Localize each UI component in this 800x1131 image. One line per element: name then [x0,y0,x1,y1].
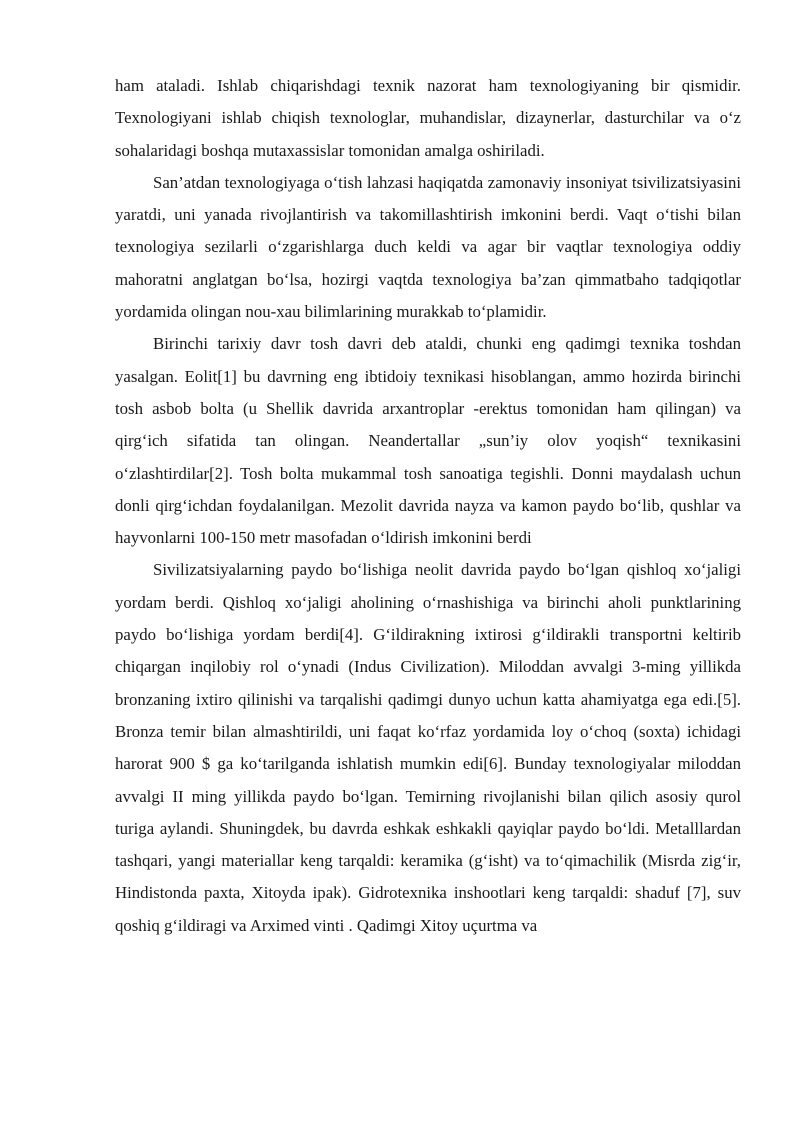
paragraph-2: San’atdan texnologiyaga o‘tish lahzasi haqiqatda zamonaviy insoniyat tsivilizatsiyasini yaratdi, uni yanada rivojlantirish va takomillashtirish imkonini berdi. Vaqt o‘tishi bilan texnologiya sezilarli o‘zgarishlarga duch keldi va agar bir vaqtlar texnologiya oddiy mahoratni anglatgan bo‘lsa, hozirgi vaqtda texnologiya ba’zan qimmatbaho tadqiqotlar yordamida olingan nou-xau bilimlarining murakkab to‘plamidir. [115,172,741,322]
paragraph-4: Sivilizatsiyalarning paydo bo‘lishiga neolit davrida paydo bo‘lgan qishloq xo‘jaligi yordam berdi. Qishloq xo‘jaligi aholining o‘rnashishiga va birinchi aholi punktlarining paydo bo‘lishiga yordam berdi[4]. G‘ildirakning ixtirosi g‘ildirakli transportni keltirib chiqargan inqilobiy rol o‘ynadi (Indus Civilization). Miloddan avvalgi 3-ming yillikda bronzaning ixtiro qilinishi va tarqalishi qadimgi dunyo uchun katta ahamiyatga ega edi.[5]. Bronza temir bilan almashtirildi, uni faqat ko‘rfaz yordamida loy o‘choq (soxta) ichidagi harorat 900 $ ga ko‘tarilganda ishlatish mumkin edi[6]. Bunday texnologiyalar miloddan avvalgi II ming yillikda paydo bo‘lgan. Temirning rivojlanishi bilan qilich asosiy qurol turiga aylandi. Shuningdek, bu davrda eshkak eshkakli qayiqlar paydo bo‘ldi. Metalllardan tashqari, yangi materiallar keng tarqaldi: keramika (g‘isht) va to‘qimachilik (Misrda zig‘ir, Hindistonda paxta, Xitoyda ipak). Gidrotexnika inshootlari keng tarqaldi: shaduf [7], suv qoshiq g‘ildiragi va Arximed vinti . Qadimgi Xitoy uçurtma va [115,560,741,935]
paragraph-3: Birinchi tarixiy davr tosh davri deb ataldi, chunki eng qadimgi texnika toshdan yasalgan. Eolit[1] bu davrning eng ibtidoiy texnikasi hisoblangan, ammo hozirda birinchi tosh asbob bolta (u Shellik davrida arxantroplar -erektus tomonidan ham qilingan) va qirg‘ich sifatida tan olingan. Neandertallar „sun’iy olov yoqish“ texnikasini o‘zlashtirdilar[2]. Tosh bolta mukammal tosh sanoatiga tegishli. Donni maydalash uchun donli qirg‘ichdan foydalanilgan. Mezolit davrida nayza va kamon paydo bo‘lib, qushlar va hayvonlarni 100-150 metr masofadan o‘ldirish imkonini berdi [115,334,741,548]
paragraph-1: ham ataladi. Ishlab chiqarishdagi texnik nazorat ham texnologiyaning bir qismidir. Texnologiyani ishlab chiqish texnologlar, muhandislar, dizaynerlar, dasturchilar va o‘z sohalaridagi boshqa mutaxassislar tomonidan amalga oshiriladi. [115,76,741,160]
body-text [115,70,741,942]
